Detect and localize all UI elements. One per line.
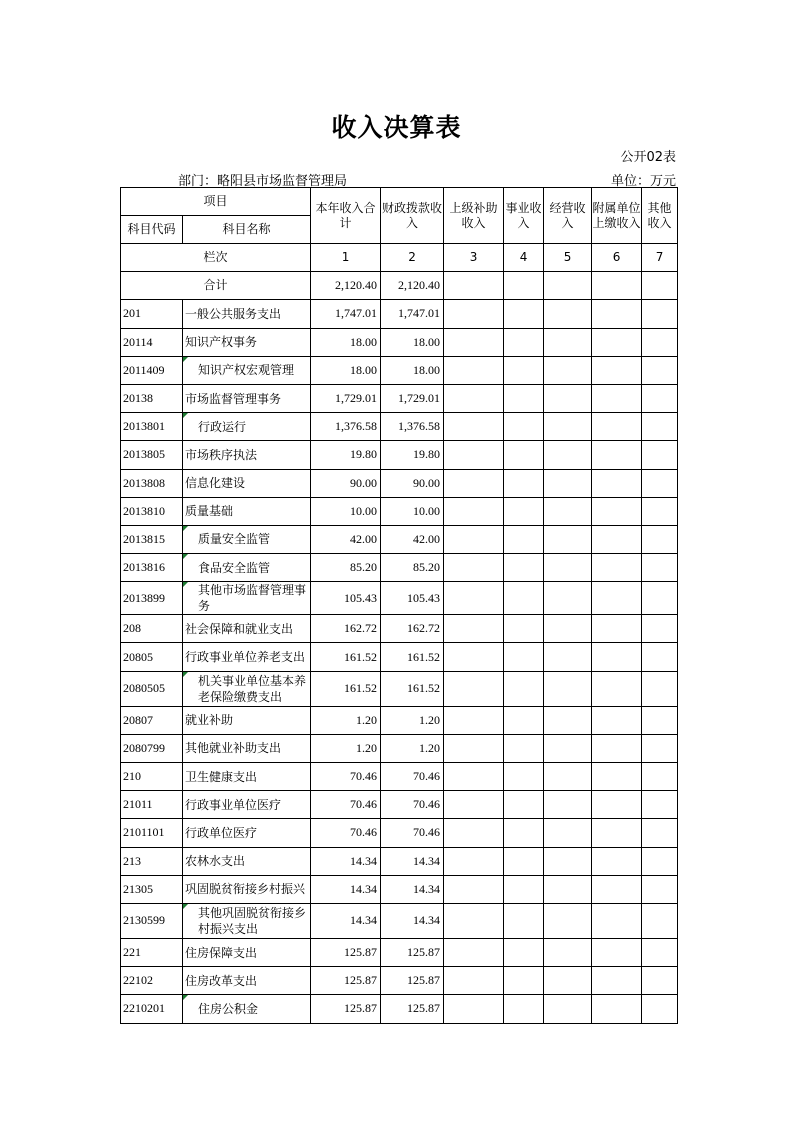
table-row [121,763,678,791]
row-col1: 161.52 [311,671,381,706]
unit-label: 单位：万元 [610,174,676,189]
empty-cell [544,300,592,328]
empty-cell [544,582,592,615]
row-col1: 161.52 [311,643,381,671]
empty-cell [592,763,642,791]
empty-cell [592,875,642,903]
table-row [121,441,678,469]
empty-cell [642,328,678,356]
row-col2: 18.00 [381,328,444,356]
empty-cell [504,582,544,615]
empty-cell [544,643,592,671]
table-row [121,384,678,412]
empty-cell [642,554,678,582]
empty-cell [592,384,642,412]
empty-cell [504,995,544,1023]
empty-cell [642,384,678,412]
empty-cell [642,938,678,966]
empty-cell [444,469,504,497]
empty-cell [592,734,642,762]
empty-cell [642,441,678,469]
empty-cell [544,734,592,762]
row-code: 2013815 [121,525,183,553]
empty-cell [642,734,678,762]
row-name: 其他就业补助支出 [183,734,311,762]
table-row [121,497,678,525]
row-code: 2130599 [121,903,183,938]
empty-cell [504,967,544,995]
empty-cell [592,413,642,441]
row-name: 质量安全监管 [183,525,311,553]
empty-cell [504,356,544,384]
empty-cell [642,615,678,643]
row-code: 2210201 [121,995,183,1023]
row-col2: 161.52 [381,643,444,671]
row-name: 知识产权宏观管理 [183,356,311,384]
row-col1: 18.00 [311,356,381,384]
empty-cell [642,582,678,615]
empty-cell [592,441,642,469]
row-col1: 90.00 [311,469,381,497]
row-name: 质量基础 [183,497,311,525]
row-name: 社会保障和就业支出 [183,615,311,643]
empty-cell [642,497,678,525]
empty-cell [592,671,642,706]
empty-cell [504,300,544,328]
empty-cell [592,995,642,1023]
table-row [121,734,678,762]
idx-1: 1 [311,244,381,272]
row-col2: 1,747.01 [381,300,444,328]
row-name: 行政运行 [183,413,311,441]
table-row [121,525,678,553]
row-name: 卫生健康支出 [183,763,311,791]
row-col2: 125.87 [381,938,444,966]
row-code: 208 [121,615,183,643]
row-code: 221 [121,938,183,966]
empty-cell [544,441,592,469]
table-row [121,356,678,384]
row-code: 2013810 [121,497,183,525]
empty-cell [504,441,544,469]
header-item: 项目 [121,188,311,216]
empty-cell [444,847,504,875]
empty-cell [544,903,592,938]
row-col1: 125.87 [311,995,381,1023]
table-row [121,819,678,847]
empty-cell [642,300,678,328]
row-code: 210 [121,763,183,791]
row-col2: 19.80 [381,441,444,469]
empty-cell [504,615,544,643]
row-col2: 14.34 [381,847,444,875]
empty-cell [504,763,544,791]
header-col1: 本年收入合计 [311,188,381,244]
header-col4: 事业收入 [504,188,544,244]
row-col2: 70.46 [381,763,444,791]
idx-5: 5 [544,244,592,272]
empty-cell [544,554,592,582]
empty-cell [444,300,504,328]
empty-cell [642,706,678,734]
empty-cell [504,791,544,819]
row-col1: 1,729.01 [311,384,381,412]
row-name: 行政单位医疗 [183,819,311,847]
row-code: 2011409 [121,356,183,384]
idx-3: 3 [444,244,504,272]
row-col2: 1,376.58 [381,413,444,441]
empty-cell [444,356,504,384]
row-name: 市场秩序执法 [183,441,311,469]
empty-cell [592,819,642,847]
empty-cell [592,847,642,875]
empty-cell [444,413,504,441]
empty-cell [544,706,592,734]
row-code: 213 [121,847,183,875]
row-name: 食品安全监管 [183,554,311,582]
row-code: 22102 [121,967,183,995]
row-name: 信息化建设 [183,469,311,497]
row-code: 2013899 [121,582,183,615]
form-number: 公开02表 [620,150,676,165]
row-col1: 14.34 [311,903,381,938]
empty-cell [444,643,504,671]
table-row [121,967,678,995]
header-col2: 财政拨款收入 [381,188,444,244]
row-code: 20807 [121,706,183,734]
row-label: 栏次 [121,244,311,272]
empty-cell [504,847,544,875]
empty-cell [642,847,678,875]
table-row [121,328,678,356]
row-col1: 125.87 [311,938,381,966]
row-name: 机关事业单位基本养老保险缴费支出 [183,671,311,706]
empty-cell [592,328,642,356]
empty-cell [642,819,678,847]
empty-cell [642,525,678,553]
row-col2: 70.46 [381,791,444,819]
row-col1: 162.72 [311,615,381,643]
empty-cell [592,469,642,497]
empty-cell [444,875,504,903]
row-col1: 1,376.58 [311,413,381,441]
row-col2: 1.20 [381,734,444,762]
row-col1: 1,747.01 [311,300,381,328]
row-col1: 1.20 [311,734,381,762]
empty-cell [444,671,504,706]
empty-cell [504,525,544,553]
row-code: 2101101 [121,819,183,847]
row-name: 其他巩固脱贫衔接乡村振兴支出 [183,903,311,938]
empty-cell [544,525,592,553]
row-code: 21011 [121,791,183,819]
row-col1: 105.43 [311,582,381,615]
row-col1: 70.46 [311,763,381,791]
empty-cell [504,671,544,706]
total-col2: 2,120.40 [381,272,444,300]
empty-cell [444,615,504,643]
table-row [121,995,678,1023]
empty-cell [592,554,642,582]
row-col2: 162.72 [381,615,444,643]
empty-cell [504,903,544,938]
empty-cell [504,469,544,497]
empty-cell [504,819,544,847]
row-col2: 161.52 [381,671,444,706]
row-col2: 125.87 [381,967,444,995]
empty-cell [544,847,592,875]
idx-4: 4 [504,244,544,272]
empty-cell [544,671,592,706]
empty-cell [444,525,504,553]
empty-cell [444,938,504,966]
empty-cell [504,497,544,525]
empty-cell [592,356,642,384]
empty-cell [504,413,544,441]
row-code: 20805 [121,643,183,671]
empty-cell [504,734,544,762]
empty-cell [642,413,678,441]
row-col2: 14.34 [381,903,444,938]
column-index-row [121,244,678,272]
row-code: 21305 [121,875,183,903]
row-name: 巩固脱贫衔接乡村振兴 [183,875,311,903]
table-row [121,671,678,706]
empty-cell [544,938,592,966]
table-row [121,706,678,734]
empty-cell [504,643,544,671]
row-col2: 1.20 [381,706,444,734]
total-label: 合计 [121,272,311,300]
empty-cell [642,671,678,706]
empty-cell [592,938,642,966]
table-body [121,300,678,1023]
header-name: 科目名称 [183,216,311,244]
empty-cell [544,497,592,525]
empty-cell [592,791,642,819]
empty-cell [592,903,642,938]
row-code: 2013816 [121,554,183,582]
empty-cell [444,903,504,938]
row-col1: 70.46 [311,819,381,847]
empty-cell [592,582,642,615]
empty-cell [504,875,544,903]
row-col1: 1.20 [311,706,381,734]
empty-cell [544,819,592,847]
income-table [120,187,678,1024]
empty-cell [642,875,678,903]
row-col2: 125.87 [381,995,444,1023]
empty-cell [544,995,592,1023]
empty-cell [444,995,504,1023]
row-col1: 85.20 [311,554,381,582]
row-name: 市场监督管理事务 [183,384,311,412]
row-col1: 14.34 [311,875,381,903]
empty-cell [444,706,504,734]
empty-cell [642,967,678,995]
row-name: 住房改革支出 [183,967,311,995]
table-row [121,554,678,582]
empty-cell [544,384,592,412]
empty-cell [544,875,592,903]
row-col1: 42.00 [311,525,381,553]
empty-cell [544,469,592,497]
row-name: 住房保障支出 [183,938,311,966]
table-row [121,300,678,328]
row-name: 农林水支出 [183,847,311,875]
row-name: 其他市场监督管理事务 [183,582,311,615]
row-col1: 18.00 [311,328,381,356]
empty-cell [642,995,678,1023]
row-code: 2013808 [121,469,183,497]
empty-cell [444,967,504,995]
row-name: 知识产权事务 [183,328,311,356]
row-col1: 70.46 [311,791,381,819]
empty-cell [642,643,678,671]
header-col6: 附属单位上缴收入 [592,188,642,244]
empty-cell [592,300,642,328]
row-code: 20138 [121,384,183,412]
row-code: 2080505 [121,671,183,706]
idx-7: 7 [642,244,678,272]
report-title: 收入决算表 [331,113,462,142]
empty-cell [504,706,544,734]
table-row [121,413,678,441]
empty-cell [544,763,592,791]
empty-cell [444,763,504,791]
row-col2: 90.00 [381,469,444,497]
total-row [121,272,678,300]
empty-cell [544,967,592,995]
row-col2: 70.46 [381,819,444,847]
empty-cell [592,497,642,525]
idx-6: 6 [592,244,642,272]
row-name: 住房公积金 [183,995,311,1023]
table-row [121,938,678,966]
row-col1: 125.87 [311,967,381,995]
row-col2: 14.34 [381,875,444,903]
empty-cell [444,582,504,615]
empty-cell [642,356,678,384]
empty-cell [444,554,504,582]
empty-cell [444,791,504,819]
table-row [121,791,678,819]
table-row [121,582,678,615]
row-code: 2080799 [121,734,183,762]
table-row [121,847,678,875]
empty-cell [444,734,504,762]
empty-cell [544,791,592,819]
empty-cell [592,706,642,734]
empty-cell [444,497,504,525]
row-name: 行政事业单位养老支出 [183,643,311,671]
row-code: 20114 [121,328,183,356]
row-code: 2013805 [121,441,183,469]
table-row [121,875,678,903]
row-name: 就业补助 [183,706,311,734]
row-col1: 14.34 [311,847,381,875]
row-name: 一般公共服务支出 [183,300,311,328]
empty-cell [544,328,592,356]
header-col5: 经营收入 [544,188,592,244]
empty-cell [504,554,544,582]
empty-cell [544,615,592,643]
empty-cell [504,938,544,966]
empty-cell [444,384,504,412]
header-code: 科目代码 [121,216,183,244]
empty-cell [504,328,544,356]
table-row [121,643,678,671]
empty-cell [444,441,504,469]
empty-cell [642,469,678,497]
row-col2: 105.43 [381,582,444,615]
row-col1: 10.00 [311,497,381,525]
empty-cell [642,903,678,938]
row-code: 2013801 [121,413,183,441]
empty-cell [642,791,678,819]
empty-cell [504,384,544,412]
row-col2: 1,729.01 [381,384,444,412]
empty-cell [444,328,504,356]
row-col2: 42.00 [381,525,444,553]
empty-cell [592,525,642,553]
department-label: 部门：略阳县市场监督管理局 [178,174,348,189]
empty-cell [642,763,678,791]
empty-cell [544,356,592,384]
empty-cell [444,819,504,847]
header-row-1 [121,188,678,216]
row-code: 201 [121,300,183,328]
row-col2: 85.20 [381,554,444,582]
empty-cell [544,413,592,441]
empty-cell [592,643,642,671]
row-col2: 18.00 [381,356,444,384]
header-col3: 上级补助收入 [444,188,504,244]
table-row [121,615,678,643]
table-row [121,903,678,938]
table-row [121,469,678,497]
empty-cell [592,615,642,643]
row-col2: 10.00 [381,497,444,525]
idx-2: 2 [381,244,444,272]
total-col1: 2,120.40 [311,272,381,300]
row-name: 行政事业单位医疗 [183,791,311,819]
row-col1: 19.80 [311,441,381,469]
header-col7: 其他收入 [642,188,678,244]
empty-cell [592,967,642,995]
